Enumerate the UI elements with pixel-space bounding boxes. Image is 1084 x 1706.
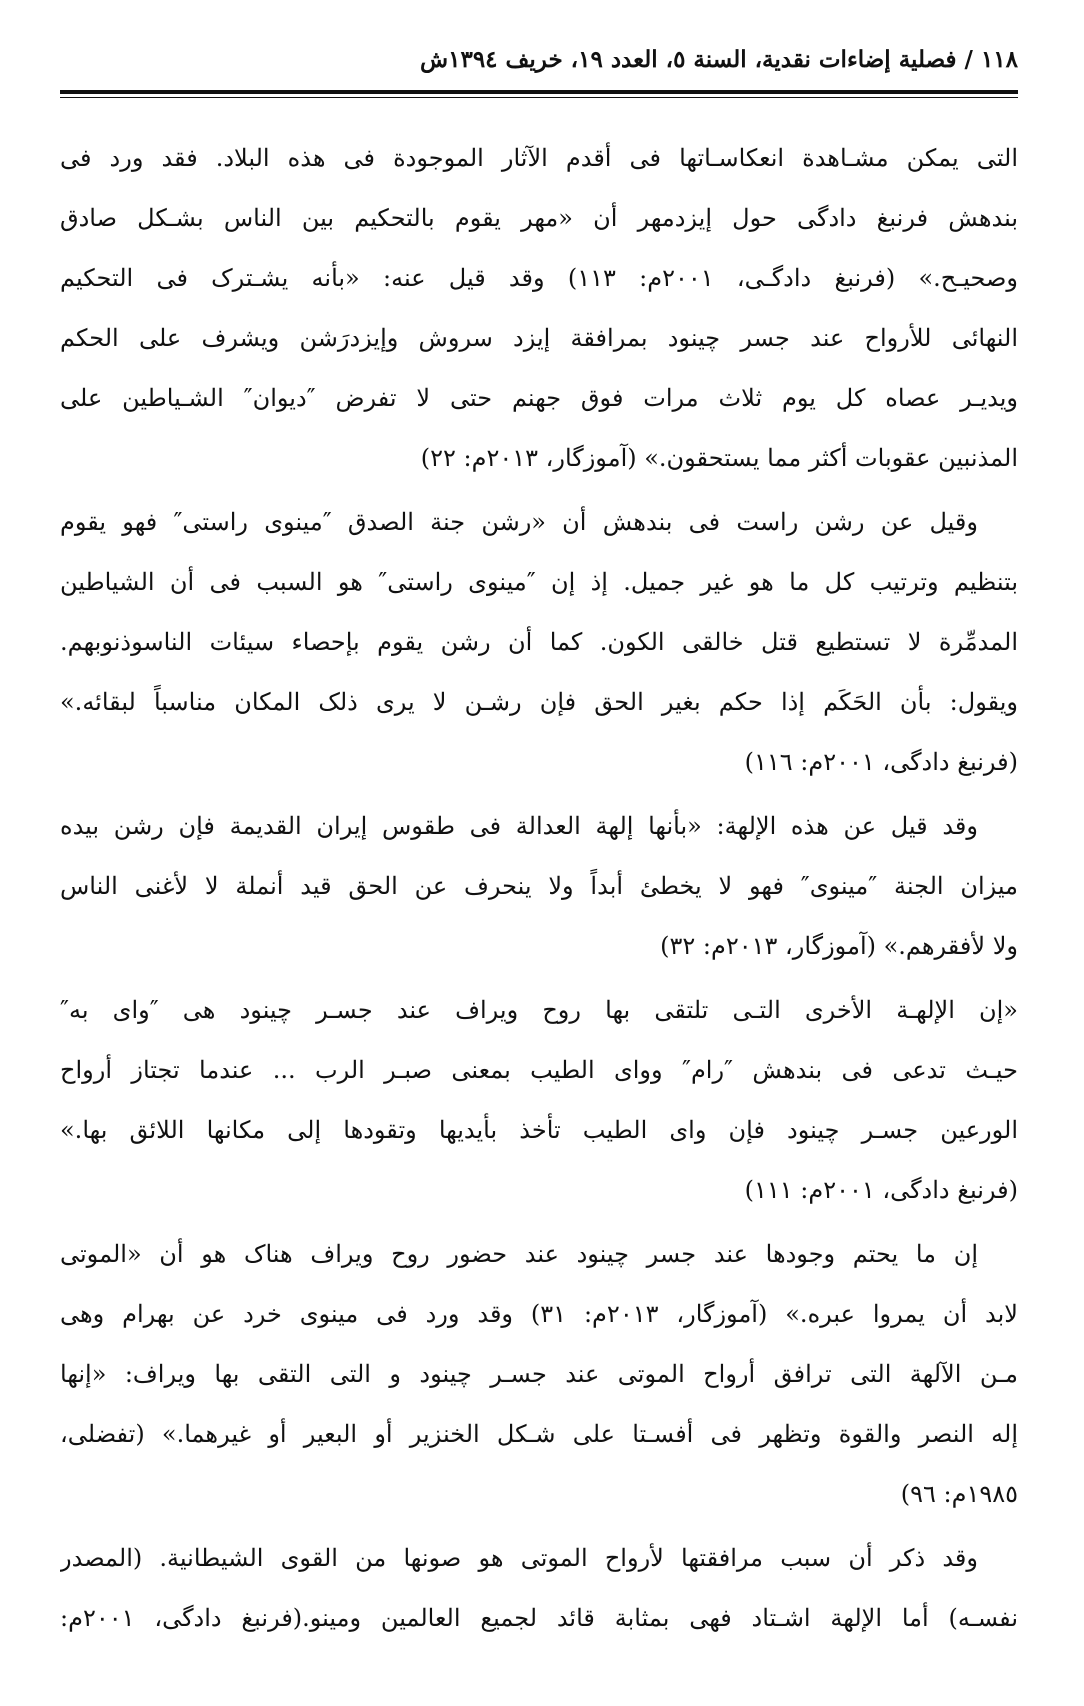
text-line: نفسـه) أما الإلهة اشـتاد فهى بمثابة قائد لجميع العالمين ومينو.(فرنبغ دادگى، ٢٠٠١م: [60, 1604, 1018, 1632]
text-line: إن ما يحتم وجودها عند جسر چينود عند حضور روح ويراف هناک هو أن «الموتى [60, 1240, 978, 1268]
text-line: بندهش فرنبغ دادگى حول إيزدمهر أن «مهر يقوم بالتحكيم بين الناس بشـكل صادق [60, 204, 1018, 232]
text-line: «إن الإلهـة الأخرى التـى تلتقى بها روح ويراف عند جسـر چينود هى ″واى به″ [60, 996, 1018, 1024]
text-line: لابد أن يمروا عبره.» (آموزگار، ٢٠١٣م: ٣١) وقد ورد فى مينوى خرد عن بهرام وهى [60, 1300, 1018, 1328]
text-line: ميزان الجنة ″مينوى″ فهو لا يخطئ أبداً ولا ينحرف عن الحق قيد أنملة لا لأغنى الناس [60, 872, 1018, 900]
paragraph-6 [60, 1528, 1018, 1648]
header-rule [60, 90, 1018, 94]
text-line: بتنظيم وترتيب كل ما هو غير جميل. إذ إن ″مينوى راستى″ هو السبب فى أن الشياطين [60, 568, 1018, 596]
text-line: (فرنبغ دادگى، ٢٠٠١م: ١١١) [744, 1176, 1018, 1204]
text-line: ١٩٨٥م: ٩٦) [900, 1480, 1018, 1508]
text-line: وقيل عن رشن راست فى بندهش أن «رشن جنة الصدق ″مينوى راستى″ فهو يقوم [60, 508, 978, 536]
text-line: مـن الآلهة التى ترافق أرواح الموتى عند جسـر چينود و التى التقى بها ويراف: «إنها [60, 1360, 1018, 1388]
text-line: إله النصر والقوة وتظهر فى أفسـتا على شـكل الخنزير أو البعير أو غيرهما.» (تفضلى، [60, 1420, 1018, 1448]
text-line: المذنبين عقوبات أكثر مما يستحقون.» (آموزگار، ٢٠١٣م: ٢٢) [420, 444, 1018, 472]
paragraph-2 [60, 492, 1018, 792]
text-line: ويديـر عصاه كل يوم ثلاث مرات فوق جهنم حتى لا تفرض ″ديوان″ الشـياطين على [60, 384, 1018, 412]
text-line: ويقول: بأن الحَكَم إذا حكم بغير الحق فإن رشـن لا يرى ذلک المكان مناسباً لبقائه.» [60, 688, 1018, 716]
paragraph-3 [60, 796, 1018, 976]
paragraph-5 [60, 1224, 1018, 1524]
text-line: ولا لأفقرهم.» (آموزگار، ٢٠١٣م: ٣٢) [660, 932, 1018, 960]
document-page [60, 0, 1018, 1706]
header-rule-thin [60, 97, 1018, 98]
running-header: ١١٨ / فصلية إضاءات نقدية، السنة ٥، العدد ١٩، خريف ١٣٩٤ش [420, 46, 1018, 73]
text-line: الورعين جسـر چينود فإن واى الطيب تأخذ بأيديها وتقودها إلى مكانها اللائق بها.» [60, 1116, 1018, 1144]
text-line: وصحيـح.» (فرنبغ دادگـى، ٢٠٠١م: ١١٣) وقد قيل عنه: «بأنه يشـترک فى التحكيم [60, 264, 1018, 292]
paragraph-1 [60, 128, 1018, 488]
paragraph-4 [60, 980, 1018, 1220]
text-line: التى يمكن مشـاهدة انعكاسـاتها فى أقدم الآثار الموجودة فى هذه البلاد. فقد ورد فى [60, 144, 1018, 172]
text-line: حيـث تدعى فى بندهش ″رام″ وواى الطيب بمعنى صبـر الرب ... عندما تجتاز أرواح [60, 1056, 1018, 1084]
text-line: وقد ذكر أن سبب مرافقتها لأرواح الموتى هو صونها من القوى الشيطانية. (المصدر [60, 1544, 978, 1572]
text-line: وقد قيل عن هذه الإلهة: «بأنها إلهة العدالة فى طقوس إيران القديمة فإن رشن بيده [60, 812, 978, 840]
text-line: النهائى للأرواح عند جسر چينود بمرافقة إيزد سروش وإيزدرَشن ويشرف على الحكم [60, 324, 1018, 352]
text-line: المدمِّرة لا تستطيع قتل خالقى الكون. كما أن رشن يقوم بإحصاء سيئات الناسوذنوبهم. [60, 628, 1018, 656]
text-line: (فرنبغ دادگى، ٢٠٠١م: ١١٦) [744, 748, 1018, 776]
body-text [60, 128, 1018, 1652]
